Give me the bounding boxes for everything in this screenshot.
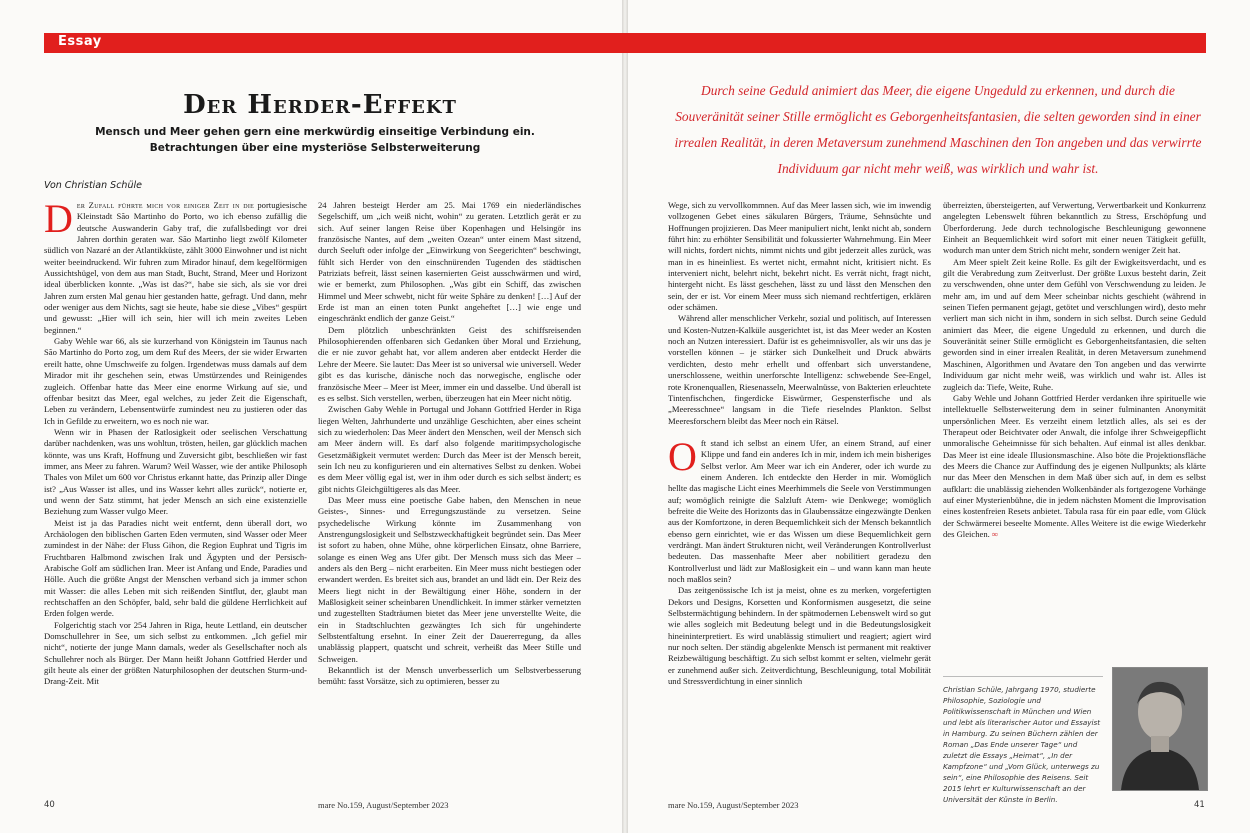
paragraph: Zwischen Gaby Wehle in Portugal und Johann Gottfried Herder in Riga liegen Welten, Jahrhunderte und unzählige Geschichten, aber eines scheint sich zu wiederholen: Das Meer ändert den Menschen, weil der Mensch sich am Meer ändern will. Es darf also folgende maritimpsychologische Gesetzmäßigkeit vermutet werden: Durch das Meer ist der Mensch bereit, sein Ich neu zu konfigurieren und ein alternatives Selbst zu denken. Wobei es dem Meer völlig egal ist, wer in ihm oder durch es sich selbst ändert; es gibt nichts Gleichgültigeres als das Meer. xyxy=(318,404,581,494)
paragraph: Gaby Wehle war 66, als sie kurzerhand von Königstein im Taunus nach São Martinho do Porto zog, um dem Ruf des Meers, der sie wider Erwarten ereilt hatte, ohne Umschweife zu folgen. Irgendetwas muss damals auf dem Mirador mit ihr geschehen sein, etwas Umstürzendes und Reinigendes zugleich. Offenbar hatte das Meer eine enorme Wirkung auf sie, und offenbar besitzt das Meer, egal welches, zu jeder Zeit die Eigenschaft, Leben zu verändern, Lebensentwürfe zumindest neu zu justieren oder das Ich in Gefilde zu erweitern, wo es noch nie war. xyxy=(44,336,307,426)
paragraph: Wenn wir in Phasen der Ratlosigkeit oder seelischen Verschattung darüber nachdenken, was uns wohltun, trösten, heilen, gar glücklich machen könnte, was uns Kraft, Hoffnung und Zuversicht gibt, beschließen wir fast immer, ans Meer zu fahren. Warum? Weil Wasser, wie der antike Philosoph Thales von Milet um 600 vor Christus erkannt hatte, das Prinzip aller Dinge ist? „Aus Wasser ist alles, und ins Wasser kehrt alles zurück“, notierte er, und wenn der Satz stimmt, hat jeder Mensch an sich eine existenzielle Beziehung zum Wasser vulgo Meer. xyxy=(44,426,307,517)
page-gutter xyxy=(622,0,628,833)
section-label: Essay xyxy=(58,34,102,49)
author-photo xyxy=(1112,667,1208,791)
paragraph: Am Meer spielt Zeit keine Rolle. Es gilt der Ewigkeitsverdacht, und es gilt die Verabredung zum Zeitverlust. Der größte Luxus besteht darin, Zeit zu verschwenden, ohne unter dem Gefühl von Verschwendung zu leiden. Je mehr am, im und auf dem Meer scheinbar nichts geschieht (während in seinen Tiefen permanent gejagt, getötet und verschlungen wird), desto mehr verliert man sich nicht in ihm, sondern in sich selbst. Durch seine Geduld animiert das Meer, die eigene Ungeduld zu erkennen, und durch die Souveränität seiner Stille ermöglicht es Geborgenheitsfantasien, die selten geworden sind in einer irrealen Realität, in deren Metaversum zunehmend Maschinen, Algorithmen und Avatare den Ton angeben und das verwirrte Individuum gar nicht mehr weiß, was wirklich und wahr ist. Alles ist zugleich da: Tiefe, Weite, Ruhe. xyxy=(943,256,1206,392)
text-column-2 xyxy=(318,200,581,760)
paragraph: Wege, sich zu vervollkommnen. Auf das Meer lassen sich, wie im inwendig vollzogenen Gebet eines säkularen Bürgers, Träume, Sehnsüchte und Hoffnungen projizieren. Das Meer manipuliert nicht, lenkt nicht ab, sondern führt hin: zu erhöhter Sensibilität und fokussierter Wahrnehmung. Ein Meer will nichts, fordert nichts, nimmt nichts und gibt jederzeit alles zurück, was man in es hineinliest. Es wertet nicht, ermahnt nicht, kritisiert nicht. Es interveniert nicht, belehrt nicht, bekehrt nicht. Es verrät nicht, fragt nicht, hintergeht nicht. Es lässt geschehen, lässt zu und lässt den Menschen den sein, der er ist. Vor einem Meer muss sich niemand rechtfertigen, erklären oder schämen. xyxy=(668,200,931,313)
paragraph: Folgerichtig stach vor 254 Jahren in Riga, heute Lettland, ein deutscher Domschullehrer in See, um sich selbst zu entkommen. „Ich gefiel mir nicht“, notierte der junge Mann damals, weder als Gesellschafter noch als Schullehrer noch als Bürger. Der Mann heißt Johann Gottfried Herder und gilt heute als einer der größten Naturphilosophen der deutschen Sturm-und-Drang-Zeit. Mit xyxy=(44,619,307,687)
text-column-4 xyxy=(943,200,1206,668)
page-number-right: 41 xyxy=(1194,800,1205,810)
paragraph: Während aller menschlicher Verkehr, sozial und politisch, auf Interessen und Kosten-Nutzen-Kalküle ausgerichtet ist, ist das Meer weder an Kosten noch an Nutzen interessiert. Dafür ist es geheimnisvoller, als wir uns das je vorstellen können – je stärker sich Dunkelheit und Druck abwärts verdichten, desto mehr erhellt und offenbart sich unverstandene, unerschlossene, weithin unerforschte Intelligenz: schwebende See-Engel, rote Kronenquallen, Riesenasseln, Meerwalnüsse, von Bakterien erleuchtete Tintenfischchen, fingerdicke Eiswürmer, Gespensterfische und als „Meeresschnee“ langsam in die Tiefe rieselndes Plankton. Selbst Meeresforschern bleibt das Meer noch ein Rätsel. xyxy=(668,313,931,426)
subtitle-line-1: Mensch und Meer gehen gern eine merkwürdig einseitige Verbindung ein. xyxy=(95,126,535,138)
paragraph: 24 Jahren besteigt Herder am 25. Mai 1769 ein niederländisches Segelschiff, um „ich weiß nicht, wohin“ zu geraten. Letztlich gerät er zu sich. Auf seiner langen Reise über Kopenhagen und Helsingör ins französische Nantes, auf dem „weiten Ozean“ unter einem Mast sitzend, durch Seeluft oder infolge der „Einwirkung von Seegerichten“ beschwingt, fühlt sich Herder von den einschnürenden Tugenden des städtischen Patriziats befreit, lässt seinen kasernierten Geist ausschwärmen und wird, wie er bemerkt, zum Philosophen. „Was gibt ein Schiff, das zwischen Himmel und Meer schwebt, nicht für weite Sphäre zu denken! […] Auf der Erde ist man an einen toten Punkt angeheftet […] wie enge und eingeschränkt endlich der ganze Geist.“ xyxy=(318,200,581,324)
paragraph: Bekanntlich ist der Mensch unverbesserlich um Selbstverbesserung bemüht: fasst Vorsätze, sich zu optimieren, besser zu xyxy=(318,665,581,687)
lead-in: er Zufall führte mich vor einiger Zeit in die xyxy=(76,200,255,210)
paragraph: überreizten, übersteigerten, auf Verwertung, Verwertbarkeit und Konkurrenz angelegten Lebenswelt führen bekanntlich zu Stress, Erschöpfung und Überforderung. Jede durch technologische Beschleunigung gewonnene Einheit an Bequemlichkeit wird sofort mit einer neuen Tätigkeit gefüllt, wodurch man unter dem Strich nicht mehr, sondern weniger Zeit hat. xyxy=(943,200,1206,256)
paragraph xyxy=(44,200,307,336)
magazine-info-left: mare No.159, August/September 2023 xyxy=(318,800,449,810)
paragraph: Meist ist ja das Paradies nicht weit entfernt, denn überall dort, wo Archäologen den biblischen Garten Eden vermuten, sind Wasser oder Meer zumindest in der Nähe: der Fluss Gihon, die Region Euphrat und Tigris im Fruchtbaren Halbmond zwischen Irak und Ägypten und der Persisch-Arabische Golf am südlichen Iran. Meer ist Anfang und Ende, Paradies und Hölle. Auch die größte Angst der Menschen verband sich ja immer schon mit Wasser: die alles Leben mit sich reißenden Sintflut, der, glaubt man rechtschaffen an den Schöpfer, bald, sehr bald die güldene Herrlichkeit auf Erden folgen werde. xyxy=(44,517,307,619)
paragraph xyxy=(668,433,931,585)
paragraph: Das Meer muss eine poetische Gabe haben, den Menschen in neue Geistes-, Sinnes- und Erregungszustände zu versetzen. Seine psychedelische Wirkung könnte im Zusammenhang von Anstrengungslosigkeit und Selbstzweckhaftigkeit begründet sein. Das Meer ist sofort zu haben, ohne Mühe, ohne körperlichen Einsatz, ohne Barriere, solange es einen Weg ans Ufer gibt. Der Mensch muss sich das Meer – anders als den Berg – nicht erarbeiten. Ein Meer muss nicht bestiegen oder erwandert werden. Es breitet sich aus, brandet an und lädt ein. Der Reiz des Meers liegt nicht in der Bewältigung einer Höhe, sondern in der Maßlosigkeit seiner scheinbaren Unendlichkeit. In immer stärker vernetzten und zugestellten Stadträumen bietet das Meer jene unverstellte Weite, die ein in Stadtschluchten gezwängtes Ich sich für ungehinderte Selbstentfaltung ersehnt. In einer Zeit der Dauererregung, da alles unablässig plappert, quatscht und schreit, verheißt das Meer Stille und Schweigen. xyxy=(318,494,581,664)
pull-quote: Durch seine Geduld animiert das Meer, die eigene Ungeduld zu erkennen, und durch die Souveränität seiner Stille ermöglicht es Geborgenheitsfantasien, die selten geworden sind in einer irrealen Realität, in deren Metaversum zunehmend Maschinen den Ton angeben und das verwirrte Individuum gar nicht mehr weiß, was wirklich und wahr ist. xyxy=(674,83,1202,176)
magazine-info-right: mare No.159, August/September 2023 xyxy=(668,800,799,810)
article-subtitle xyxy=(60,124,570,156)
drop-cap: D xyxy=(44,200,73,241)
paragraph: Das zeitgenössische Ich ist ja meist, ohne es zu merken, vorgefertigten Dekors und Designs, Korsetten und Konformismen ausgesetzt, die seine Selbstermächtigung behindern. In der spätmodernen Lebenswelt wird so gut wie alles sogleich mit Bedeutung belegt und in die Bedeutungslosigkeit hineininterpretiert. Es wird unablässig stimuliert und reagiert; agiert wird nur noch selten. Der ständig abgelenkte Mensch ist permanent mit reaktiver Reizbewältigung beschäftigt. Zu sich selbst kommt er selten, vielmehr gerät er zunehmend außer sich. Zeitverdichtung, Beschleunigung, total Mobilität und Stressverdichtung in einer sinnlich xyxy=(668,585,931,687)
subtitle-line-2: Betrachtungen über eine mysteriöse Selbsterweiterung xyxy=(149,142,481,154)
page-number-left: 40 xyxy=(44,800,55,810)
paragraph-text: Gaby Wehle und Johann Gottfried Herder verdanken ihre spirituelle wie intellektuelle Selbsterweiterung dem in seiner fulminanten Anonymität unpersönlichen Meer. Es verzeiht einem letztlich alles, als sei es der Therapeut oder Beichtvater oder Anwalt, die infolge ihrer Schweigepflicht unmoralische Geheimnisse für sich behalten. Auf einmal ist alles denkbar. Das Meer ist eine ideale Illusionsmaschine. Also böte die Projektionsfläche des Meers die Chance zur Auffindung des je eigenen Nullpunkts; als klärte nur das Meer den Menschen in dem Maß über sich auf, in dem es selbst aufklart: die unablässig ziehenden Wolkenbänder als fortgezogene Vorhänge auf einer Mysterienbühne, die in jedem nächsten Moment die Improvisation eines kostenfreien Resets anbietet. Tabula rasa für ein paar edle, vom Glück der Schwärmerei beseelte Momente. Alles Weitere ist die ewige Wiederkehr des Gleichen. xyxy=(943,392,1206,539)
author-bio: Christian Schüle, Jahrgang 1970, studierte Philosophie, Soziologie und Politikwissenschaft in München und Wien und lebt als literarischer Autor und Essayist in Hamburg. Zu seinen Büchern zählen der Roman „Das Ende unserer Tage“ und zuletzt die Essays „Heimat“, „In der Kampfzone“ und „Vom Glück, unterwegs zu sein“, eine Philosophie des Reisens. Seit 2015 lehrt er Kulturwissenschaft an der Universität der Künste in Berlin. xyxy=(943,685,1101,804)
paragraph-text: ft stand ich selbst an einem Ufer, an einem Strand, auf einer Klippe und fand ein anderes Ich in mir, indem ich mein bisheriges Selbst verlor. Am Meer war ich ein Anderer, oder ich wurde zu einem Anderen. Ich entdeckte den Herder in mir. Womöglich hellte das magische Licht eines Meerhimmels die Seele von Verstimmungen auf; womöglich reinigte die Salzluft Atem- wie Denkwege; womöglich befreite die Weite des Horizonts das in Glaubenssätze eingezwängte Denken aus der Komfortzone, in deren Bequemlichkeit sich der Mensch bekanntlich ebenso gern einrichtet, wie er das Wissen um diese Bequemlichkeit gern verdrängt. Man ändert Strukturen nicht, weil Veränderungen Kontrollverlust bedeuten. Das massenhafte Meer aber nobilitiert geradezu den Kontrollverlust und lädt zur Maßlosigkeit ein – und wann kann man heute noch maßlos sein? xyxy=(668,437,931,584)
section-bar xyxy=(44,33,1206,53)
drop-cap: O xyxy=(668,433,697,479)
article-title: Der Herder-Effekt xyxy=(183,90,457,120)
divider xyxy=(943,676,1103,677)
text-column-3 xyxy=(668,200,931,760)
author-portrait-icon xyxy=(1113,668,1207,790)
paragraph-text: portugiesische Kleinstadt São Martinho do Porto, wo ich ebenso zufällig die deutsche Auswanderin Gaby traf, die zufallsbedingt vor drei Jahren dorthin geraten war. São Martinho liegt zwölf Kilometer südlich von Nazaré an der Atlantikküste, zählt 3000 Einwohner und ist nicht weiter beeindruckend. Wir fuhren zum Mirador hinauf, dem kegelförmigen Aussichtshügel, von dem aus man Stadt, Bucht, Strand, Meer und Horizont ideal überblicken konnte. „Was ist das?“, habe sie sich, als sie vor drei Jahren zum ersten Mal genau hier gestanden hatte, gefragt. Und dann, mehr oder weniger aus dem Nichts, sagt sie heute, habe sie diese „Vibes“ gespürt und gewusst: „Hier will ich sein, hier will ich mein zweites Leben beginnen.“ xyxy=(44,200,307,335)
end-mark-icon: ∞ xyxy=(989,528,999,539)
paragraph xyxy=(943,393,1206,540)
text-column-1 xyxy=(44,200,307,760)
byline: Von Christian Schüle xyxy=(44,180,142,191)
paragraph: Dem plötzlich unbeschränkten Geist des schiffsreisenden Philosophierenden offenbaren sich Gedanken über Moral und Erziehung, die er nie zuvor gehabt hat, vor allem anderen aber entdeckt Herder die Lehre der Meere. Sie lautet: Das Meer ist so universal wie universell. Weder gibt es das kurische, dänische noch das norwegische, englische oder französische Meer – Meer ist Meer, immer ein und dasselbe. Und überall ist es es selbst. Sich verstellen, werben, überzeugen hat ein Meer nicht nötig. xyxy=(318,324,581,403)
